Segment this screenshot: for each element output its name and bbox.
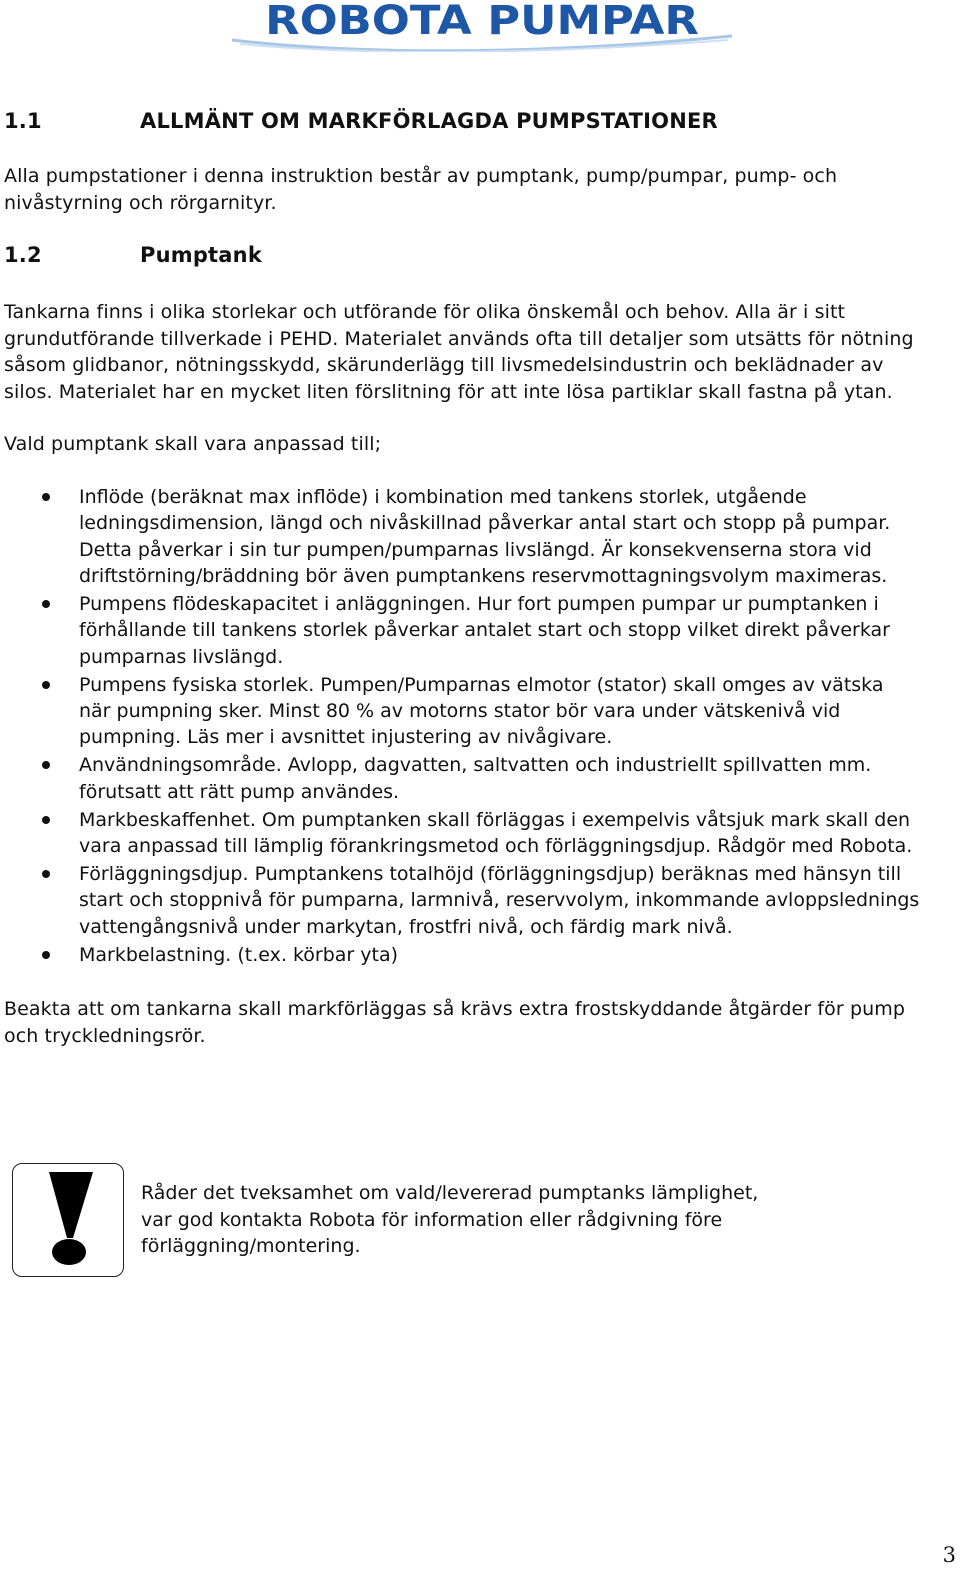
paragraph-line: Tankarna finns i olika storlekar och utförande för olika önskemål och behov. Alla är i sitt: [4, 301, 846, 323]
list-item-line: pumpning. Läs mer i avsnittet injustering av nivågivare.: [79, 726, 613, 749]
list-item-line: Detta påverkar i sin tur pumpen/pumparnas livslängd. Är konsekvenserna stora vid: [79, 538, 872, 561]
section-heading-1-1: [4, 109, 718, 133]
list-item-line: pumparnas livslängd.: [79, 645, 284, 668]
section-1-2-intro: [4, 431, 954, 458]
list-item-line: Pumpens flödeskapacitet i anläggningen. Hur fort pumpen pumpar ur pumptanken i: [79, 592, 879, 615]
list-item-line: förutsatt att rätt pump användes.: [79, 780, 400, 803]
list-item-line: Markbeskaffenhet. Om pumptanken skall förläggas i exempelvis våtsjuk mark skall den: [79, 808, 911, 831]
requirements-list: [0, 484, 960, 970]
section-title: Pumptank: [140, 243, 262, 267]
warning-box: [12, 1163, 124, 1277]
bullet-icon: [42, 600, 50, 608]
warning-line: förläggning/montering.: [141, 1235, 361, 1257]
paragraph-line: nivåstyrning och rörgarnityr.: [4, 191, 277, 214]
section-number: 1.1: [4, 109, 42, 133]
list-item: [0, 672, 960, 751]
section-1-1-paragraph: [4, 163, 954, 216]
paragraph-line: Alla pumpstationer i denna instruktion består av pumptank, pump/pumpar, pump- och: [4, 165, 838, 187]
section-title: ALLMÄNT OM MARKFÖRLAGDA PUMPSTATIONER: [140, 109, 718, 133]
list-item-line: när pumpning sker. Minst 80 % av motorns stator bör vara under vätskenivå vid: [79, 699, 841, 722]
bullet-icon: [42, 493, 50, 501]
paragraph-line: och tryckledningsrör.: [4, 1024, 206, 1047]
list-item-line: start och stoppnivå för pumparna, larmnivå, reservvolym, inkommande avloppslednings: [79, 889, 920, 912]
paragraph-line: grundutförande tillverkade i PEHD. Materialet används ofta till detaljer som utsätts för nötning: [4, 327, 914, 350]
bullet-icon: [42, 951, 50, 959]
list-item-line: Användningsområde. Avlopp, dagvatten, saltvatten och industriellt spillvatten mm.: [79, 754, 872, 777]
bullet-icon: [42, 681, 50, 689]
warning-line: Råder det tveksamhet om vald/levererad pumptanks lämplighet,: [141, 1182, 759, 1204]
bullet-icon: [42, 761, 50, 769]
page-number: 3: [942, 1543, 956, 1567]
list-item-line: Förläggningsdjup. Pumptankens totalhöjd (förläggningsdjup) beräknas med hänsyn till: [79, 863, 902, 886]
list-item: [0, 484, 960, 589]
paragraph-line: Beakta att om tankarna skall markförläggas så krävs extra frostskyddande åtgärder för pump: [4, 998, 906, 1020]
logo-text: ROBOTA PUMPAR: [265, 0, 699, 44]
list-item: [0, 942, 960, 968]
intro-line: Vald pumptank skall vara anpassad till;: [4, 433, 382, 455]
paragraph-line: silos. Materialet har en mycket liten förslitning för att inte lösa partiklar skall fastna på ytan.: [4, 380, 893, 403]
list-item: [0, 752, 960, 805]
warning-text: [141, 1180, 758, 1260]
closing-paragraph: [4, 996, 954, 1049]
bullet-icon: [42, 870, 50, 878]
paragraph-line: såsom glidbanor, nötningsskydd, skärunderlägg till livsmedelsindustrin och beklädnader av: [4, 354, 884, 376]
list-item: [0, 807, 960, 860]
list-item-line: Pumpens fysiska storlek. Pumpen/Pumparnas elmotor (stator) skall omges av vätska: [79, 673, 884, 696]
list-item-line: Markbelastning. (t.ex. körbar yta): [79, 943, 399, 966]
list-item: [0, 861, 960, 940]
robota-pumpar-logo: [230, 0, 734, 54]
exclamation-warning-icon: [13, 1164, 122, 1275]
section-number: 1.2: [4, 243, 42, 267]
bullet-icon: [42, 816, 50, 824]
section-1-2-paragraph: [4, 299, 954, 405]
warning-line: var god kontakta Robota för information eller rådgivning före: [141, 1208, 723, 1231]
section-heading-1-2: [4, 243, 262, 267]
list-item-line: vattengångsnivå under markytan, frostfri nivå, och färdig mark nivå.: [79, 915, 733, 938]
list-item: [0, 591, 960, 670]
list-item-line: Inflöde (beräknat max inflöde) i kombination med tankens storlek, utgående: [79, 486, 807, 508]
list-item-line: vara anpassad till lämplig förankringsmetod och förläggningsdjup. Rådgör med Robota.: [79, 835, 913, 858]
list-item-line: ledningsdimension, längd och nivåskillnad påverkar antal start och stopp på pumpar.: [79, 512, 891, 535]
list-item-line: driftstörning/bräddning bör även pumptankens reservmottagningsvolym maximeras.: [79, 564, 888, 587]
list-item-line: förhållande till tankens storlek påverkar antalet start och stopp vilket direkt påverkar: [79, 619, 890, 642]
